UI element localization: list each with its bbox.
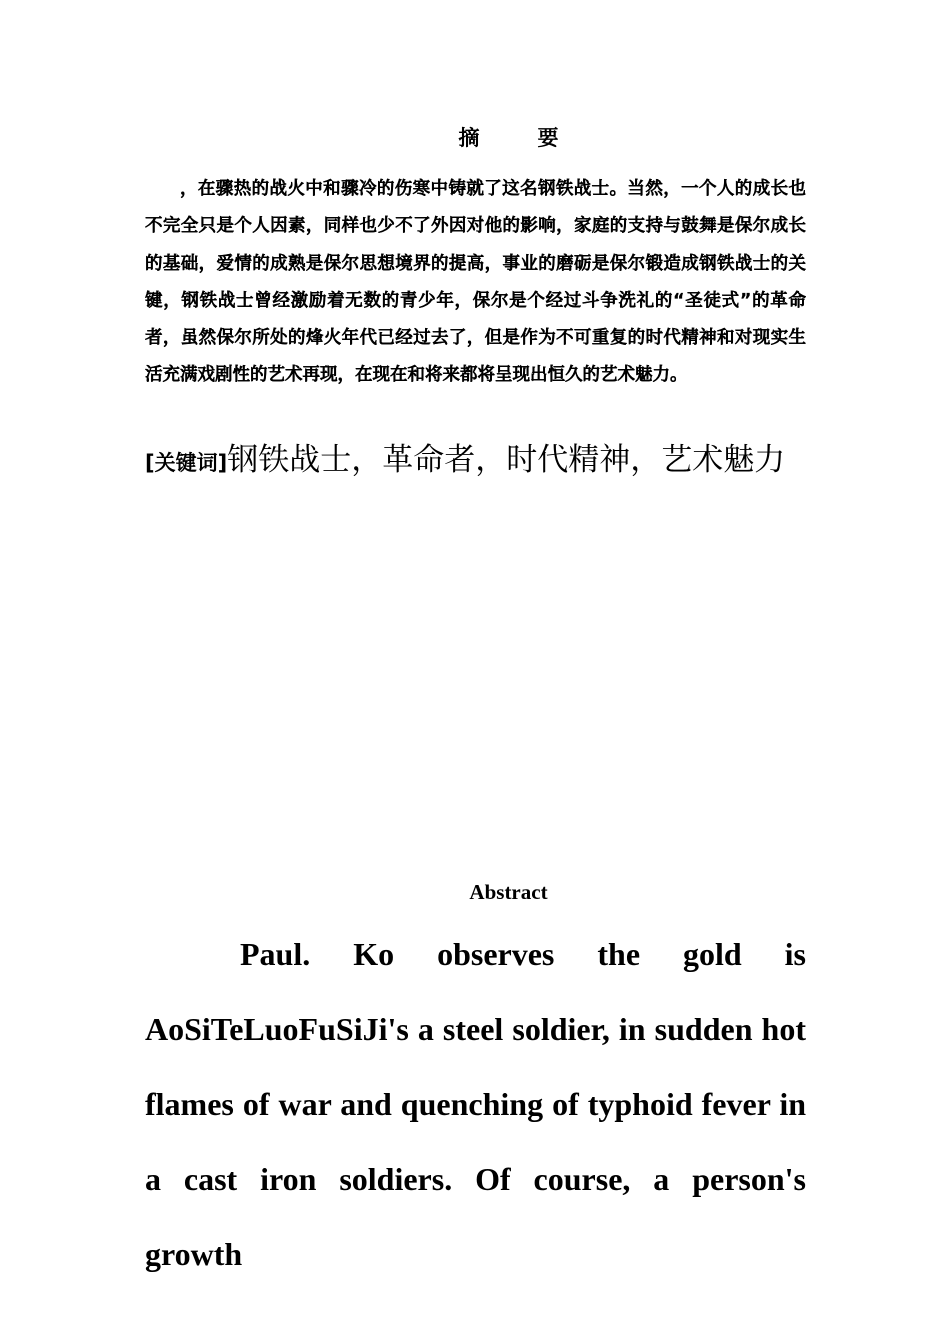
chinese-abstract-body: ，在骤热的战火中和骤冷的伤寒中铸就了这名钢铁战士。当然，一个人的成长也不完全只是个人因素，同样也少不了外因对他的影响，家庭的支持与鼓舞是保尔成长的基础，爱情的成熟是保尔思想境界的提高，事业的磨砺是保尔锻造成钢铁战士的关键，钢铁战士曾经激励着无数的青少年，保尔是个经过斗争洗礼的“圣徒式”的革命者，虽然保尔所处的烽火年代已经过去了，但是作为不可重复的时代精神和对现实生活充满戏剧性的艺术再现，在现在和将来都将呈现出恒久的艺术魅力。 xyxy=(145,179,806,386)
keywords-label: [关键词] xyxy=(145,451,228,475)
keywords-line xyxy=(145,436,806,489)
chinese-abstract-title xyxy=(145,122,872,152)
keywords-text: 钢铁战士，革命者，时代精神，艺术魅力 xyxy=(227,442,786,478)
english-abstract-title: Abstract xyxy=(469,880,548,904)
title-char-2: 要 xyxy=(537,126,559,150)
english-abstract-body: Paul. Ko observes the gold is AoSiTeLuoFuSiJi's a steel soldier, in sudden hot flames of war and quenching of typhoid fever in a cast iron soldiers. Of course, a person's growth xyxy=(145,936,806,1272)
title-char-1: 摘 xyxy=(458,126,480,150)
